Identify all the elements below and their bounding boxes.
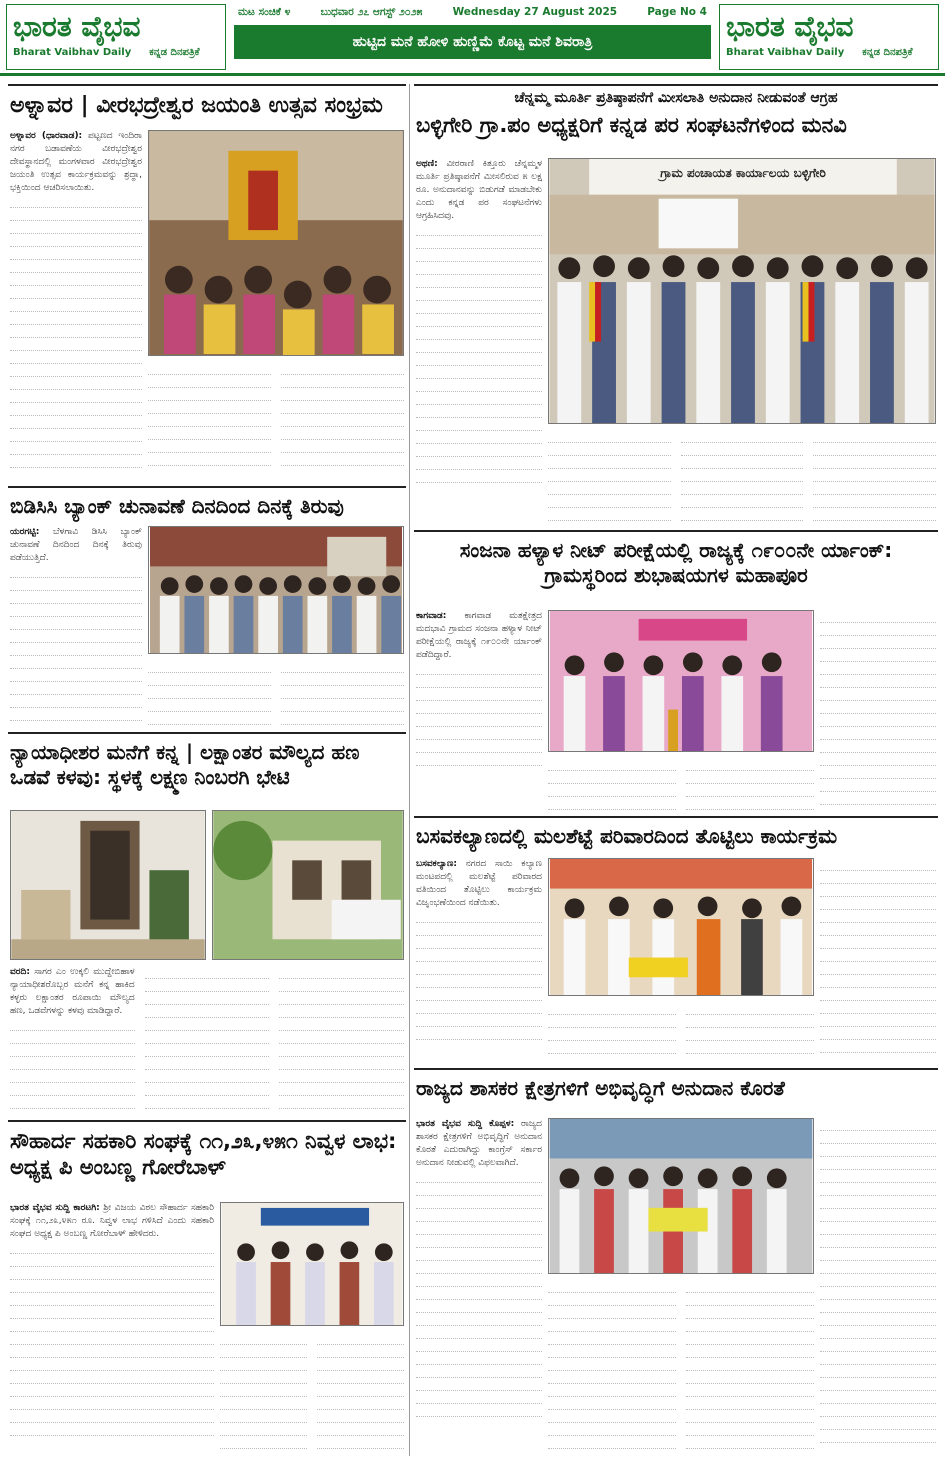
ceremony-photo (549, 859, 813, 995)
protest-photo (549, 1119, 813, 1273)
headline: ಸೌಹಾರ್ದ ಸಹಕಾರಿ ಸಂಘಕ್ಕೆ ೧೧,೨೩,೪೫೧ ನಿವ್ವಳ ಲಾಭ: ಅಧ್ಯಕ್ಷ ಪಿ ಅಂಬಣ್ಣ ಗೋರೆಬಾಳ್ (10, 1129, 397, 1180)
story-development-grants (414, 1068, 938, 1456)
story-photo (220, 1202, 404, 1326)
story-neet-rank (414, 530, 938, 814)
story-body-right (820, 610, 936, 812)
masthead (0, 0, 945, 76)
headline: ರಾಜ್ಯದ ಶಾಸಕರ ಕ್ಷೇತ್ರಗಳಿಗೆ ಅಭಿವೃದ್ಧಿಗೆ ಅನುದಾನ ಕೊರತೆ (416, 1076, 785, 1100)
kannada-date: ಬುಧವಾರ ೨೭ ಆಗಸ್ಟ್ ೨೦೨೫ (320, 6, 423, 18)
headline: ಬಿಡಿಸಿಸಿ ಬ್ಯಾಂಕ್ ಚುನಾವಣೆ ದಿನದಿಂದ ದಿನಕ್ಕೆ ತಿರುವು (10, 494, 344, 518)
story-body: ಅಥಣಿ: ವೀರರಾಣಿ ಕಿತ್ತೂರು ಚೆನ್ನಮ್ಮಳ ಮೂರ್ತಿ ಪ್ರತಿಷ್ಠಾಪನೆಗೆ ಮೀಸಲಿರುವ ೫ ಲಕ್ಷ ರೂ. ಅನುದಾನವನ್ನು ಬಿಡುಗಡೆ ಮಾಡಬೇಕು ಎಂದು ಕನ್ನಡ ಪರ ಸಂಘಟನೆಗಳು ಆಗ್ರಹಿಸಿದವು. (416, 158, 542, 526)
logo-title: ಭಾರತ ವೈಭವ (13, 10, 141, 43)
story-body-cont (220, 1332, 404, 1454)
logo-right (719, 4, 939, 70)
story-body-cont (548, 1280, 814, 1454)
story-body: ವರದಿ: ಸಾಗರ ಎಂ ಉಕ್ಕಲಿ ಮುದ್ದೇಬಿಹಾಳ ನ್ಯಾಯಾಧೀಶರೊಬ್ಬರ ಮನೆಗೆ ಕನ್ನ ಹಾಕಿದ ಕಳ್ಳರು ಲಕ್ಷಾಂತರ ರೂಪಾಯಿ ಮೌಲ್ಯದ ಹಣ, ಒಡವೆಗಳನ್ನು ಕಳವು ಮಾಡಿದ್ದಾರೆ. (10, 966, 404, 1116)
story-body-cont (548, 1002, 814, 1064)
logo-title: ಭಾರತ ವೈಭವ (726, 10, 854, 43)
story-body: ಭಾರತ ವೈಭವ ಸುದ್ದಿ ಕಾರಟಗಿ: ಶ್ರೀ ವಿಜಯ ವಿಠಲ ಸೌಹಾರ್ದ ಸಹಕಾರಿ ಸಂಘಕ್ಕೆ ೧೧,೨೩,೪೫೧ ರೂ. ನಿವ್ವಳ ಲಾಭ ಗಳಿಸಿದೆ ಎಂದು ಸಹಕಾರಿ ಸಂಘದ ಅಧ್ಯಕ್ಷ ಪಿ ಅಂಬಣ್ಣ ಗೋರೆಬಾಳ್ ಹೇಳಿದರು. (10, 1202, 214, 1454)
headline: ಬಳ್ಳಿಗೇರಿ ಗ್ರಾ.ಪಂ ಅಧ್ಯಕ್ಷರಿಗೆ ಕನ್ನಡ ಪರ ಸಂಘಟನೆಗಳಿಂದ ಮನವಿ (416, 112, 847, 137)
logo-tagline: ಕನ್ನಡ ದಿನಪತ್ರಿಕೆ (862, 47, 913, 58)
story-photo-right (212, 810, 404, 960)
story-body-right (820, 858, 936, 1064)
house-exterior-photo (213, 811, 403, 959)
group-photo (549, 159, 935, 423)
story-body-cont (548, 430, 936, 526)
story-photo (148, 130, 404, 356)
story-alnavar (8, 84, 406, 484)
group-photo (149, 527, 403, 653)
headline: ಅಳ್ನಾವರ | ವೀರಭದ್ರೇಶ್ವರ ಜಯಂತಿ ಉತ್ಸವ ಸಂಭ್ರಮ (10, 93, 383, 118)
story-body-cont (148, 362, 404, 482)
story-judge-house-theft (8, 732, 406, 1118)
story-photo (548, 158, 936, 424)
story-body: ಯರಗಟ್ಟಿ: ಬೆಳಗಾವಿ ಡಿಸಿಸಿ ಬ್ಯಾಂಕ್ ಚುನಾವಣೆ ದಿನದಿಂದ ದಿನಕ್ಕೆ ತಿರುವು ಪಡೆಯುತ್ತಿದೆ. (10, 526, 142, 728)
story-photo (548, 610, 814, 752)
date-row (234, 4, 711, 21)
logo-left (6, 4, 226, 70)
story-body: ಬಸವಕಲ್ಯಾಣ: ನಗರದ ಸಾಯಿ ಕಲ್ಯಾಣ ಮಂಟಪದಲ್ಲಿ ಮಲಶೆಟ್ಟೆ ಪರಿವಾರದ ವತಿಯಿಂದ ತೊಟ್ಟಿಲು ಕಾರ್ಯಕ್ರಮ ವಿಜೃಂಭಣೆಯಿಂದ ನಡೆಯಿತು. (416, 858, 542, 1064)
photo-banner-text: ಗ್ರಾಮ ಪಂಚಾಯತ ಕಾರ್ಯಾಲಯ ಬಳ್ಳಿಗೇರಿ (660, 166, 826, 180)
story-body: ಅಳ್ನಾವರ (ಧಾರವಾಡ): ಪಟ್ಟಣದ ಇಂದಿರಾ ನಗರ ಬಡಾವಣೆಯ ವೀರಭದ್ರೇಶ್ವರ ದೇವಸ್ಥಾನದಲ್ಲಿ ಮಂಗಳವಾರ ವೀರಭದ್ರೇಶ್ವರ ಜಯಂತಿ ಉತ್ಸವ ಕಾರ್ಯಕ್ರಮವನ್ನು ಶ್ರದ್ಧಾ, ಭಕ್ತಿಯಿಂದ ಆಚರಿಸಲಾಯಿತು. (10, 130, 142, 482)
headline: ಬಸವಕಲ್ಯಾಣದಲ್ಲಿ ಮಲಶೆಟ್ಟೆ ಪರಿವಾರದಿಂದ ತೊಟ್ಟಿಲು ಕಾರ್ಯಕ್ರಮ (416, 824, 838, 848)
story-bdcc-election (8, 486, 406, 730)
english-date: Wednesday 27 August 2025 (452, 6, 618, 18)
issue-number: ಮಟ ಸಂಚಿಕೆ ೪ (238, 6, 291, 18)
story-balligeri-memorandum (414, 84, 938, 528)
story-body-right (820, 1118, 936, 1454)
column-divider (409, 84, 410, 1456)
story-photo (548, 858, 814, 996)
story-photo (548, 1118, 814, 1274)
story-cooperative-profit (8, 1120, 406, 1456)
logo-english: Bharat Vaibhav Daily (726, 47, 845, 58)
kicker: ಚೆನ್ನಮ್ಮ ಮೂರ್ತಿ ಪ್ರತಿಷ್ಠಾಪನೆಗೆ ಮೀಸಲಾತಿ ಅನುದಾನ ನೀಡುವಂತೆ ಆಗ್ರಹ (514, 90, 838, 106)
story-body: ಭಾರತ ವೈಭವ ಸುದ್ದಿ ಕೊಪ್ಪಳ: ರಾಜ್ಯದ ಶಾಸಕರ ಕ್ಷೇತ್ರಗಳಿಗೆ ಅಭಿವೃದ್ಧಿಗೆ ಅನುದಾನ ಕೊರತೆ ಎದುರಾಗಿದ್ದು ಕಾಂಗ್ರೆಸ್ ಸರ್ಕಾರ ಅನುದಾನ ನೀಡುವಲ್ಲಿ ವಿಫಲವಾಗಿದೆ. (416, 1118, 542, 1454)
logo-tagline: ಕನ್ನಡ ದಿನಪತ್ರಿಕೆ (149, 47, 200, 58)
masthead-center (234, 4, 711, 70)
slogan-banner: ಹುಟ್ಟಿದ ಮನೆ ಹೋಳಿ ಹುಣ್ಣಿಮೆ ಕೊಟ್ಟ ಮನೆ ಶಿವರಾತ್ರಿ (234, 25, 711, 59)
story-body: ಕಾಗವಾಡ: ಕಾಗವಾಡ ಮತಕ್ಷೇತ್ರದ ಮದಭಾವಿ ಗ್ರಾಮದ ಸಂಜನಾ ಹಳ್ಯಾಳ ನೀಟ್ ಪರೀಕ್ಷೆಯಲ್ಲಿ ರಾಜ್ಯಕ್ಕೆ ೧೯೦೦ನೇ ರ್ಯಾಂಕ್ ಪಡೆದಿದ್ದಾರೆ. (416, 610, 542, 812)
page-number: Page No 4 (647, 6, 707, 18)
story-body-cont (148, 660, 404, 728)
story-cradle-ceremony (414, 816, 938, 1066)
temple-crowd-photo (149, 131, 403, 355)
felicitation-photo (549, 611, 813, 751)
headline: ನ್ಯಾಯಾಧೀಶರ ಮನೆಗೆ ಕನ್ನ | ಲಕ್ಷಾಂತರ ಮೌಲ್ಯದ ಹಣ ಒಡವೆ ಕಳವು: ಸ್ಥಳಕ್ಕೆ ಲಕ್ಷ್ಮಣ ನಿಂಬರಗಿ ಭೇಟಿ (10, 740, 360, 789)
headline: ಸಂಜನಾ ಹಳ್ಯಾಳ ನೀಟ್ ಪರೀಕ್ಷೆಯಲ್ಲಿ ರಾಜ್ಯಕ್ಕೆ ೧೯೦೦ನೇ ರ್ಯಾಂಕ್: ಗ್ರಾಮಸ್ಥರಿಂದ ಶುಭಾಷಯಗಳ ಮಹಾಪೂರ (459, 538, 893, 587)
house-interior-photo (11, 811, 205, 959)
logo-english: Bharat Vaibhav Daily (13, 47, 132, 58)
meeting-stage-photo (221, 1203, 403, 1325)
story-photo-left (10, 810, 206, 960)
story-photo (148, 526, 404, 654)
story-body-cont (548, 758, 814, 812)
